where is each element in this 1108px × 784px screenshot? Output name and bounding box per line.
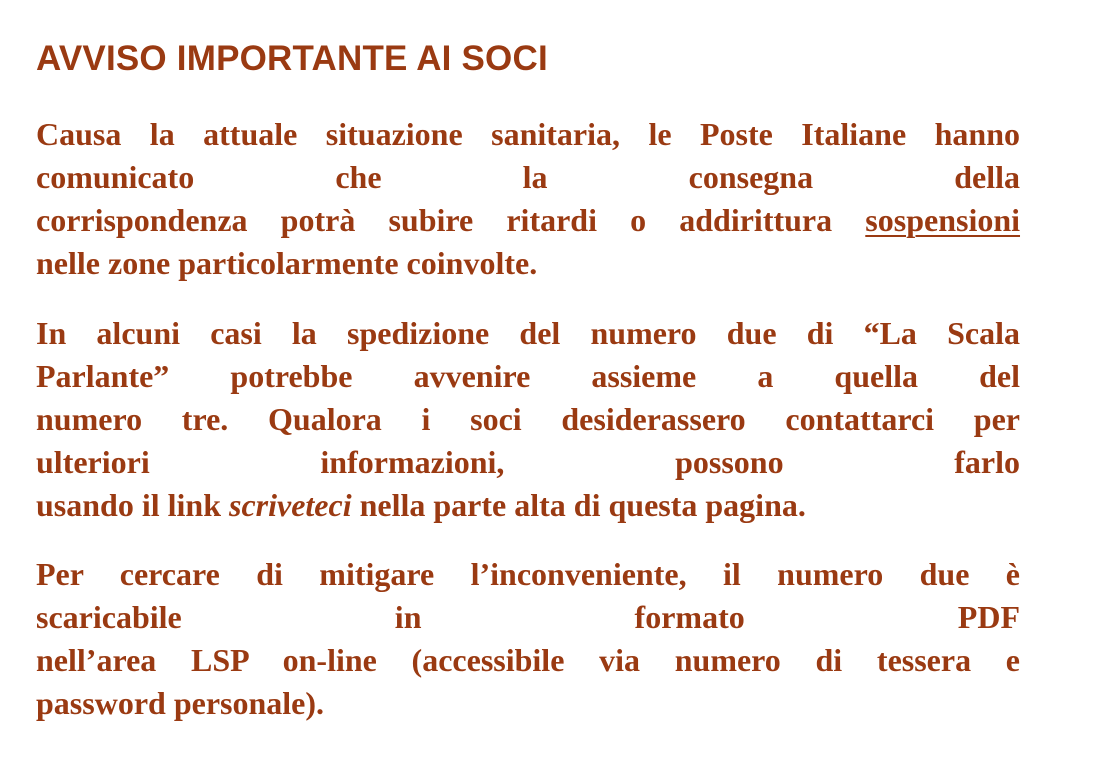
scriveteci-link-text: scriveteci — [229, 487, 352, 523]
paragraph-line: ulteriori informazioni, possono farlo — [36, 444, 1020, 480]
paragraph-line: Causa la attuale situazione sanitaria, le Poste Italiane hanno — [36, 116, 1020, 152]
paragraph-line: comunicato che la consegna della — [36, 159, 1020, 195]
paragraph-line: numero tre. Qualora i soci desiderassero contattarci per — [36, 401, 1020, 437]
paragraph-line: Per cercare di mitigare l’inconveniente, il numero due è — [36, 556, 1020, 592]
paragraph-line: password personale). — [36, 685, 325, 721]
underlined-word-sospensioni: sospensioni — [865, 202, 1021, 238]
notice-paragraph-postal-delays — [36, 113, 1020, 285]
paragraph-text: nella parte alta di questa pagina. — [359, 487, 806, 523]
notice-paragraph-pdf-download — [36, 553, 1020, 725]
paragraph-text: usando il link — [36, 487, 221, 523]
paragraph-line: scaricabile in formato PDF — [36, 599, 1020, 635]
notice-heading: AVVISO IMPORTANTE AI SOCI — [36, 39, 548, 78]
paragraph-line — [36, 199, 1020, 242]
paragraph-line: nell’area LSP on-line (accessibile via numero di tessera e — [36, 642, 1020, 678]
paragraph-line: In alcuni casi la spedizione del numero due di “La Scala — [36, 315, 1020, 351]
notice-paragraph-shipping — [36, 312, 1020, 527]
paragraph-line: nelle zone particolarmente coinvolte. — [36, 245, 538, 281]
paragraph-line: Parlante” potrebbe avvenire assieme a quella del — [36, 358, 1020, 394]
paragraph-line — [36, 484, 1020, 527]
paragraph-text: corrispondenza potrà subire ritardi o addirittura — [36, 202, 833, 238]
